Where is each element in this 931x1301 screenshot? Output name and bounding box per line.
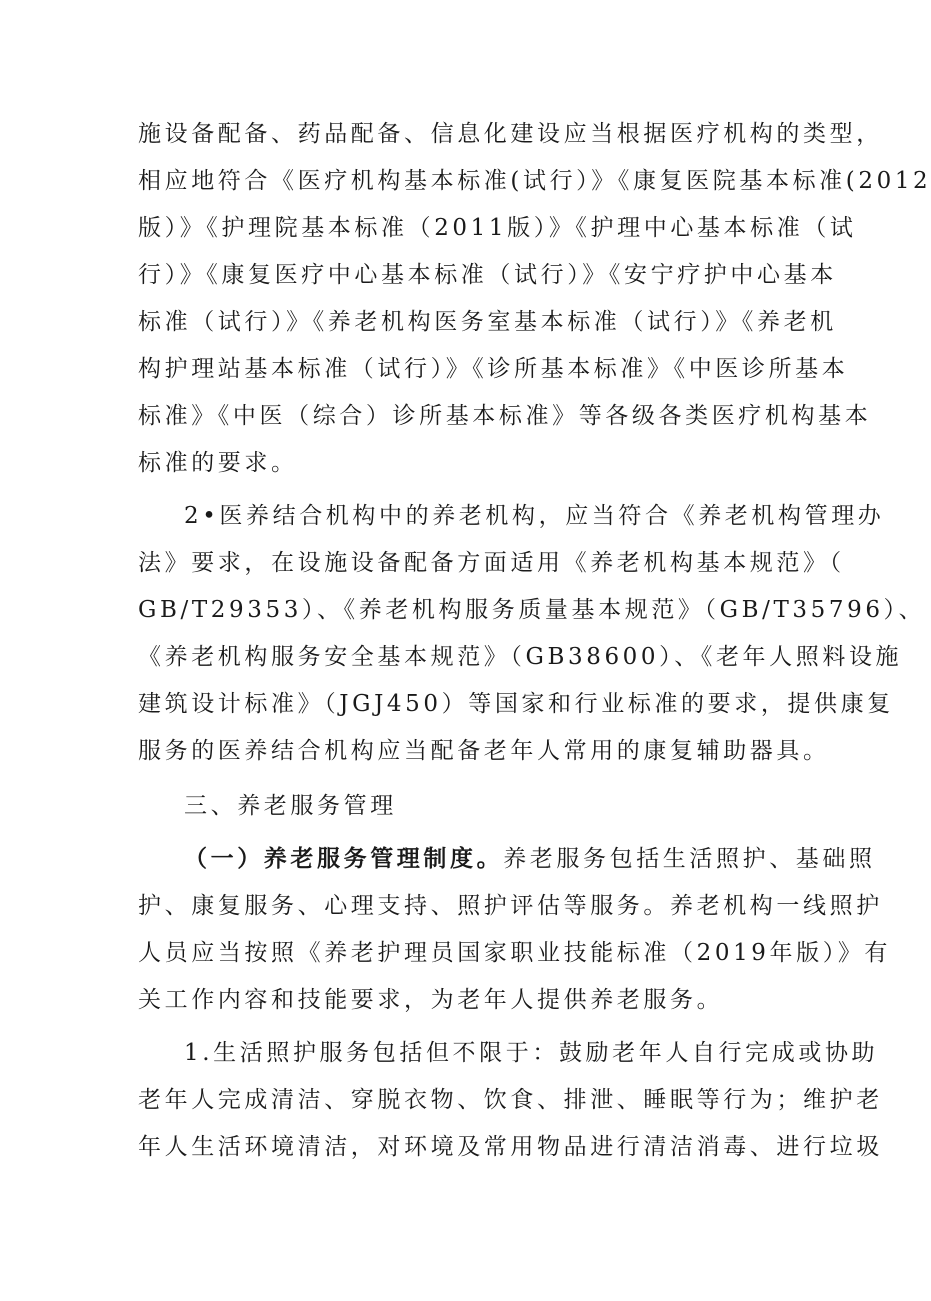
text-line: 施设备配备、药品配备、信息化建设应当根据医疗机构的类型，	[138, 121, 883, 147]
text-line: 服务的医养结合机构应当配备老年人常用的康复辅助器具。	[138, 738, 830, 764]
text-line: 行）》《康复医疗中心基本标准（试行）》《安宁疗护中心基本	[138, 262, 837, 288]
text-line: 标准的要求。	[138, 450, 298, 476]
text-span: 养老服务包括生活照护、基础照	[503, 846, 876, 872]
text-line: 人员应当按照《养老护理员国家职业技能标准（2019年版）》有	[138, 940, 892, 966]
text-line: 标准（试行）》《养老机构医务室基本标准（试行）》《养老机	[138, 309, 837, 335]
text-line: 关工作内容和技能要求，为老年人提供养老服务。	[138, 987, 724, 1013]
text-line: 建筑设计标准》（JGJ450）等国家和行业标准的要求，提供康复	[138, 691, 894, 717]
text-line: 版）》《护理院基本标准（2011版）》《护理中心基本标准（试	[138, 215, 857, 241]
text-line: 法》要求，在设施设备配备方面适用《养老机构基本规范》（	[138, 550, 845, 576]
text-line: 相应地符合《医疗机构基本标准(试行）》《康复医院基本标准(2012	[138, 168, 931, 194]
text-line: 构护理站基本标准（试行）》《诊所基本标准》《中医诊所基本	[138, 356, 849, 382]
subsection-heading: （一）养老服务管理制度。	[184, 845, 504, 872]
text-line: 《养老机构服务安全基本规范》（GB38600）、《老年人照料设施	[138, 644, 903, 670]
text-line: 1.生活照护服务包括但不限于：鼓励老年人自行完成或协助	[184, 1040, 879, 1066]
section-heading: 三、养老服务管理	[184, 793, 397, 819]
text-line: 老年人完成清洁、穿脱衣物、饮食、排泄、睡眠等行为；维护老	[138, 1087, 883, 1113]
text-line: GB/T29353）、《养老机构服务质量基本规范》（GB/T35796）、	[138, 597, 926, 623]
text-line: 标准》《中医（综合）诊所基本标准》等各级各类医疗机构基本	[138, 403, 872, 429]
text-line: 年人生活环境清洁，对环境及常用物品进行清洁消毒、进行垃圾	[138, 1134, 883, 1160]
text-line: 护、康复服务、心理支持、照护评估等服务。养老机构一线照护	[138, 893, 883, 919]
text-line: 2•医养结合机构中的养老机构，应当符合《养老机构管理办	[184, 503, 885, 529]
text-line	[184, 835, 876, 883]
